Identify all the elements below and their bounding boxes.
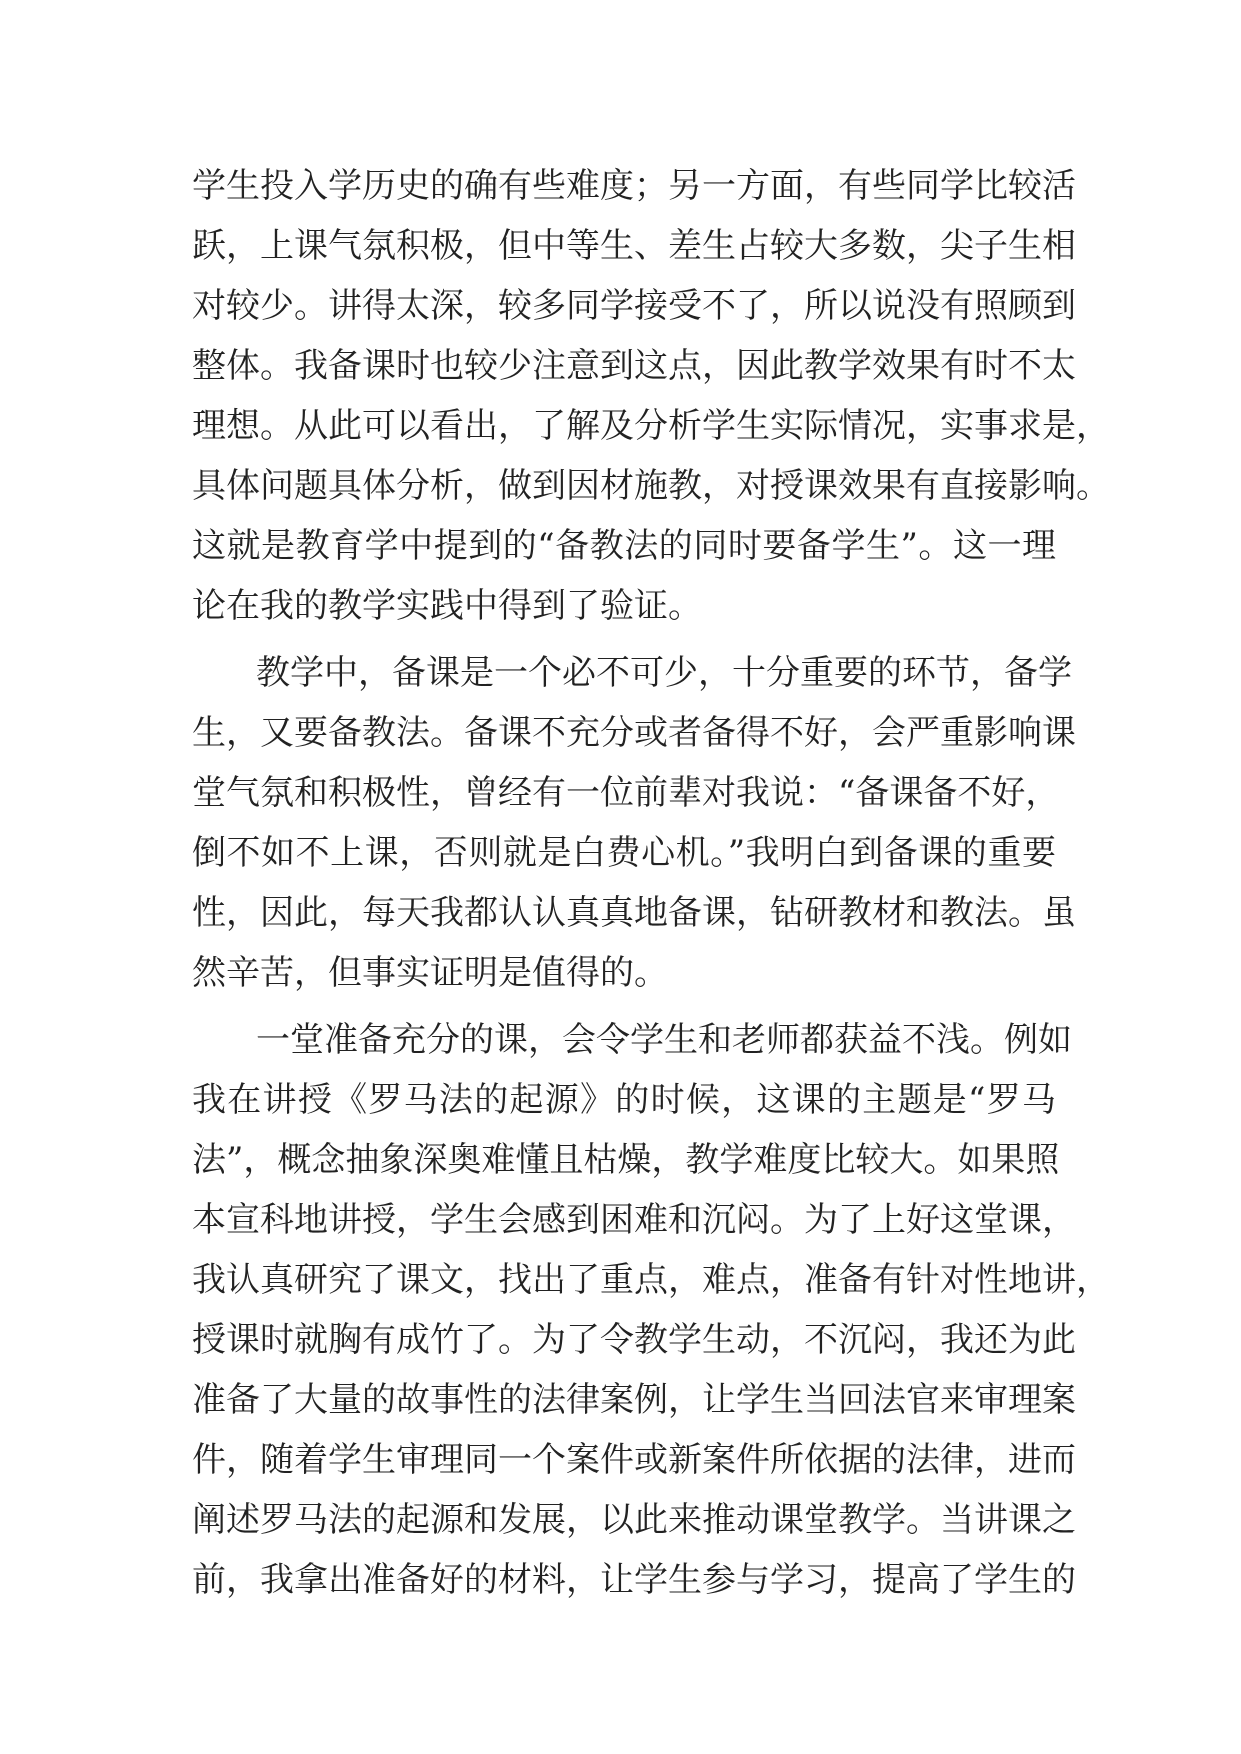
text-line: 理想。从此可以看出，了解及分析学生实际情况，实事求是， bbox=[192, 406, 1110, 446]
text-line: 倒不如不上课，否则就是白费心机。”我明白到备课的重要 bbox=[192, 833, 1056, 873]
text-line: 件，随着学生审理同一个案件或新案件所依据的法律，进而 bbox=[192, 1440, 1076, 1480]
text-line: 学生投入学历史的确有些难度；另一方面，有些同学比较活 bbox=[192, 166, 1076, 206]
text-line: 前，我拿出准备好的材料，让学生参与学习，提高了学生的 bbox=[192, 1560, 1076, 1600]
paragraph bbox=[192, 1010, 1110, 1610]
text-line: 性，因此，每天我都认认真真地备课，钻研教材和教法。虽 bbox=[192, 893, 1076, 933]
text-line: 法”，概念抽象深奥难懂且枯燥，教学难度比较大。如果照 bbox=[192, 1140, 1060, 1180]
text-line: 一堂准备充分的课，会令学生和老师都获益不浅。例如 bbox=[256, 1020, 1072, 1060]
text-line: 教学中，备课是一个必不可少，十分重要的环节，备学 bbox=[256, 653, 1072, 693]
body-text bbox=[192, 156, 1110, 1610]
text-line: 然辛苦，但事实证明是值得的。 bbox=[192, 953, 668, 993]
text-line: 整体。我备课时也较少注意到这点，因此教学效果有时不太 bbox=[192, 346, 1076, 386]
paragraph-spacer bbox=[192, 636, 1056, 643]
text-line: 这就是教育学中提到的“备教法的同时要备学生”。这一理 bbox=[192, 526, 1056, 566]
text-line: 对较少。讲得太深，较多同学接受不了，所以说没有照顾到 bbox=[192, 286, 1076, 326]
text-line: 跃，上课气氛积极，但中等生、差生占较大多数，尖子生相 bbox=[192, 226, 1076, 266]
text-line: 阐述罗马法的起源和发展，以此来推动课堂教学。当讲课之 bbox=[192, 1500, 1076, 1540]
text-line: 具体问题具体分析，做到因材施教，对授课效果有直接影响。 bbox=[192, 466, 1110, 506]
text-line: 论在我的教学实践中得到了验证。 bbox=[192, 586, 702, 626]
text-line: 我认真研究了课文，找出了重点，难点，准备有针对性地讲， bbox=[192, 1260, 1110, 1300]
paragraph bbox=[192, 156, 1110, 636]
text-line: 堂气氛和积极性，曾经有一位前辈对我说：“备课备不好， bbox=[192, 773, 1060, 813]
text-line: 准备了大量的故事性的法律案例，让学生当回法官来审理案 bbox=[192, 1380, 1076, 1420]
paragraph bbox=[192, 643, 1076, 1003]
text-line: 我在讲授《罗马法的起源》的时候，这课的主题是“罗马 bbox=[192, 1080, 1056, 1120]
text-line: 本宣科地讲授，学生会感到困难和沉闷。为了上好这堂课， bbox=[192, 1200, 1076, 1240]
paragraph-spacer bbox=[192, 1003, 1056, 1010]
text-line: 生，又要备教法。备课不充分或者备得不好，会严重影响课 bbox=[192, 713, 1076, 753]
text-line: 授课时就胸有成竹了。为了令教学生动，不沉闷，我还为此 bbox=[192, 1320, 1076, 1360]
